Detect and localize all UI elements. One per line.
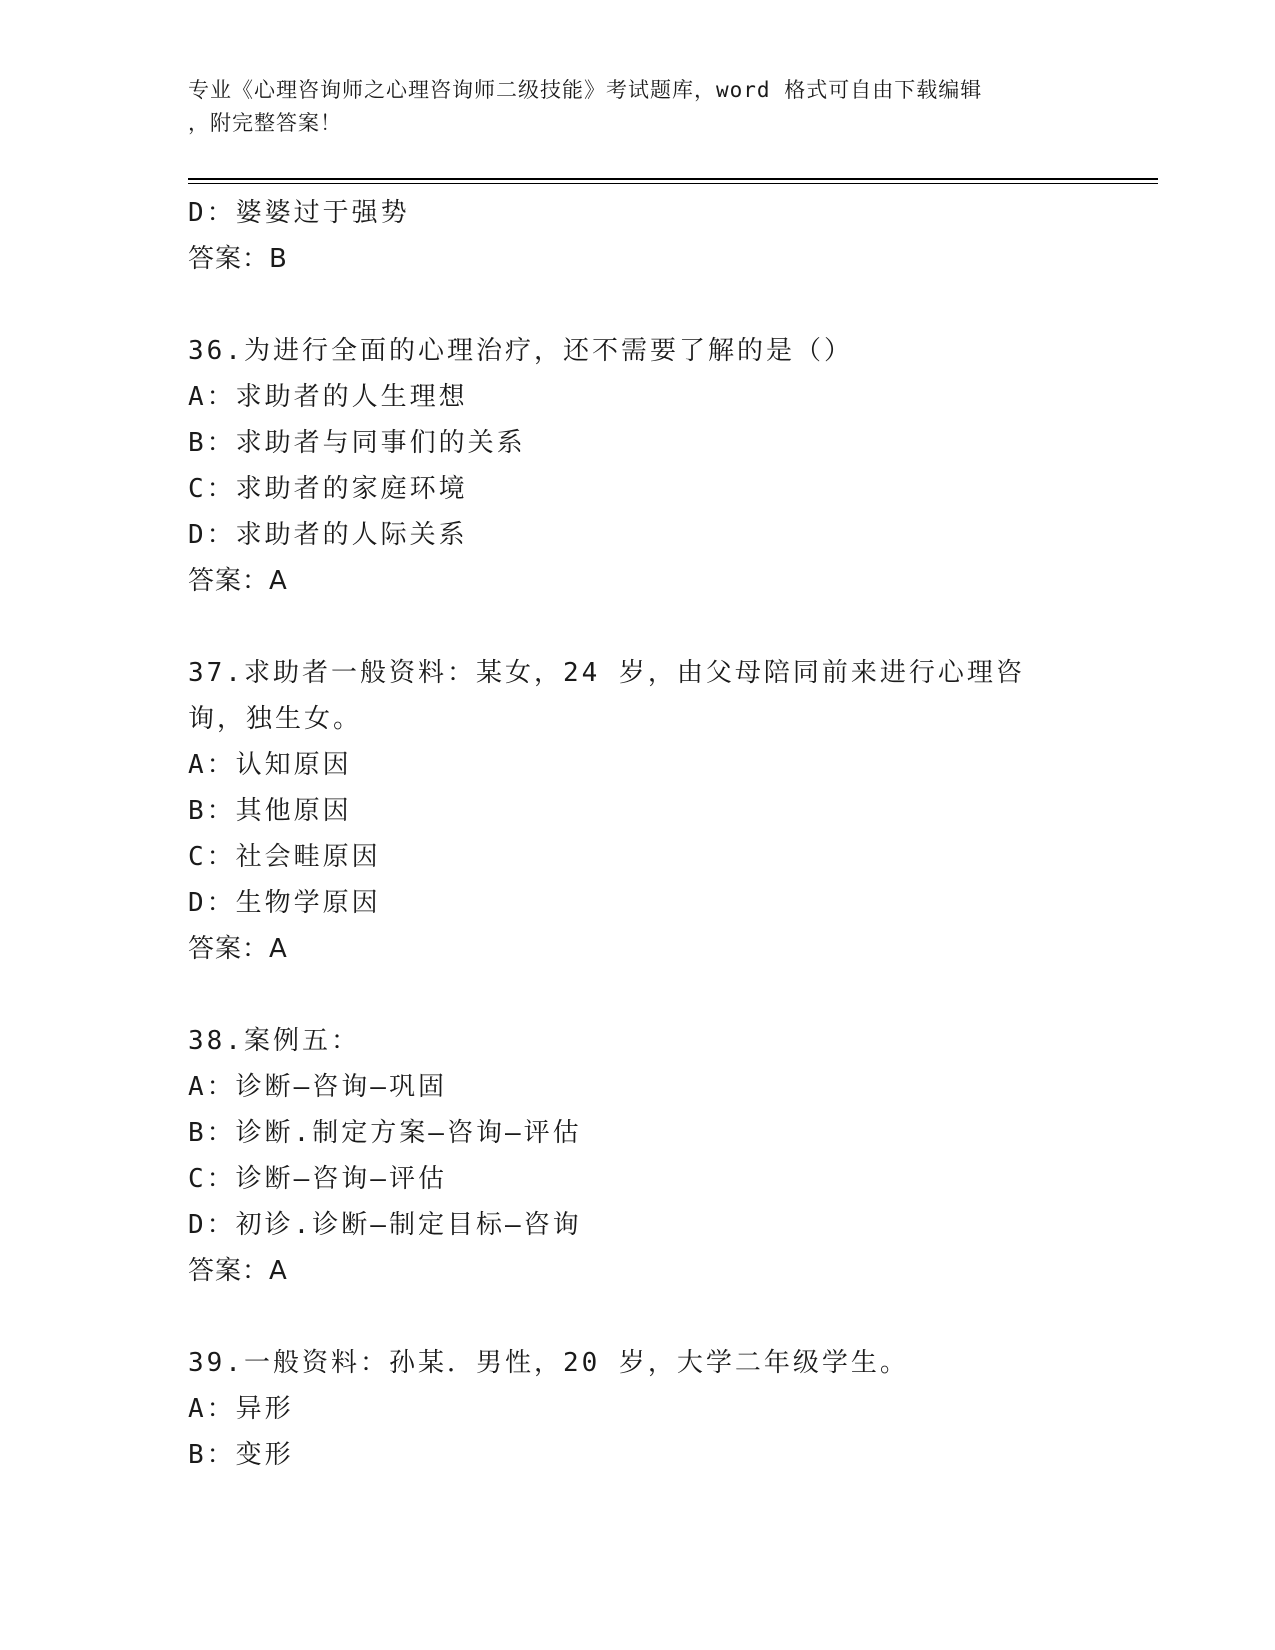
answer-line: 答案：A bbox=[188, 566, 288, 596]
header-line-1: 专业《心理咨询师之心理咨询师二级技能》考试题库，word 格式可自由下载编辑 bbox=[188, 78, 983, 102]
option-a: A：异形 bbox=[188, 1394, 294, 1424]
option-b: B：其他原因 bbox=[188, 796, 352, 826]
spacer bbox=[188, 282, 1088, 328]
option-b: B：求助者与同事们的关系 bbox=[188, 428, 526, 458]
header-divider-thin bbox=[188, 183, 1158, 184]
document-header bbox=[188, 74, 1088, 140]
spacer bbox=[188, 972, 1088, 1018]
spacer bbox=[188, 1294, 1088, 1340]
option-b: B：变形 bbox=[188, 1440, 294, 1470]
question-38 bbox=[188, 1018, 1088, 1294]
option-d: D：求助者的人际关系 bbox=[188, 520, 468, 550]
question-list bbox=[188, 190, 1088, 1478]
option-c: C：求助者的家庭环境 bbox=[188, 474, 468, 504]
option-c: C：社会畦原因 bbox=[188, 842, 381, 872]
answer-line: 答案：B bbox=[188, 244, 288, 274]
spacer bbox=[188, 604, 1088, 650]
option-d: D：婆婆过于强势 bbox=[188, 198, 410, 228]
answer-line: 答案：A bbox=[188, 934, 288, 964]
question-stem: 38.案例五： bbox=[188, 1026, 360, 1056]
question-39 bbox=[188, 1340, 1088, 1478]
option-a: A：诊断—咨询—巩固 bbox=[188, 1072, 447, 1102]
question-37 bbox=[188, 650, 1088, 972]
option-a: A：认知原因 bbox=[188, 750, 352, 780]
question-36 bbox=[188, 328, 1088, 604]
option-b: B：诊断.制定方案—咨询—评估 bbox=[188, 1118, 582, 1148]
header-line-2: ，附完整答案！ bbox=[188, 111, 342, 135]
option-d: D：初诊.诊断—制定目标—咨询 bbox=[188, 1210, 582, 1240]
answer-line: 答案：A bbox=[188, 1256, 288, 1286]
option-a: A：求助者的人生理想 bbox=[188, 382, 468, 412]
question-stem: 36.为进行全面的心理治疗，还不需要了解的是（） bbox=[188, 336, 853, 366]
option-d: D：生物学原因 bbox=[188, 888, 381, 918]
question-stem: 39.一般资料：孙某．男性，20 岁，大学二年级学生。 bbox=[188, 1348, 909, 1378]
option-c: C：诊断—咨询—评估 bbox=[188, 1164, 447, 1194]
header-divider-thick bbox=[188, 178, 1158, 180]
question-stem: 37.求助者一般资料：某女，24 岁，由父母陪同前来进行心理咨询，独生女。 bbox=[188, 658, 1025, 734]
